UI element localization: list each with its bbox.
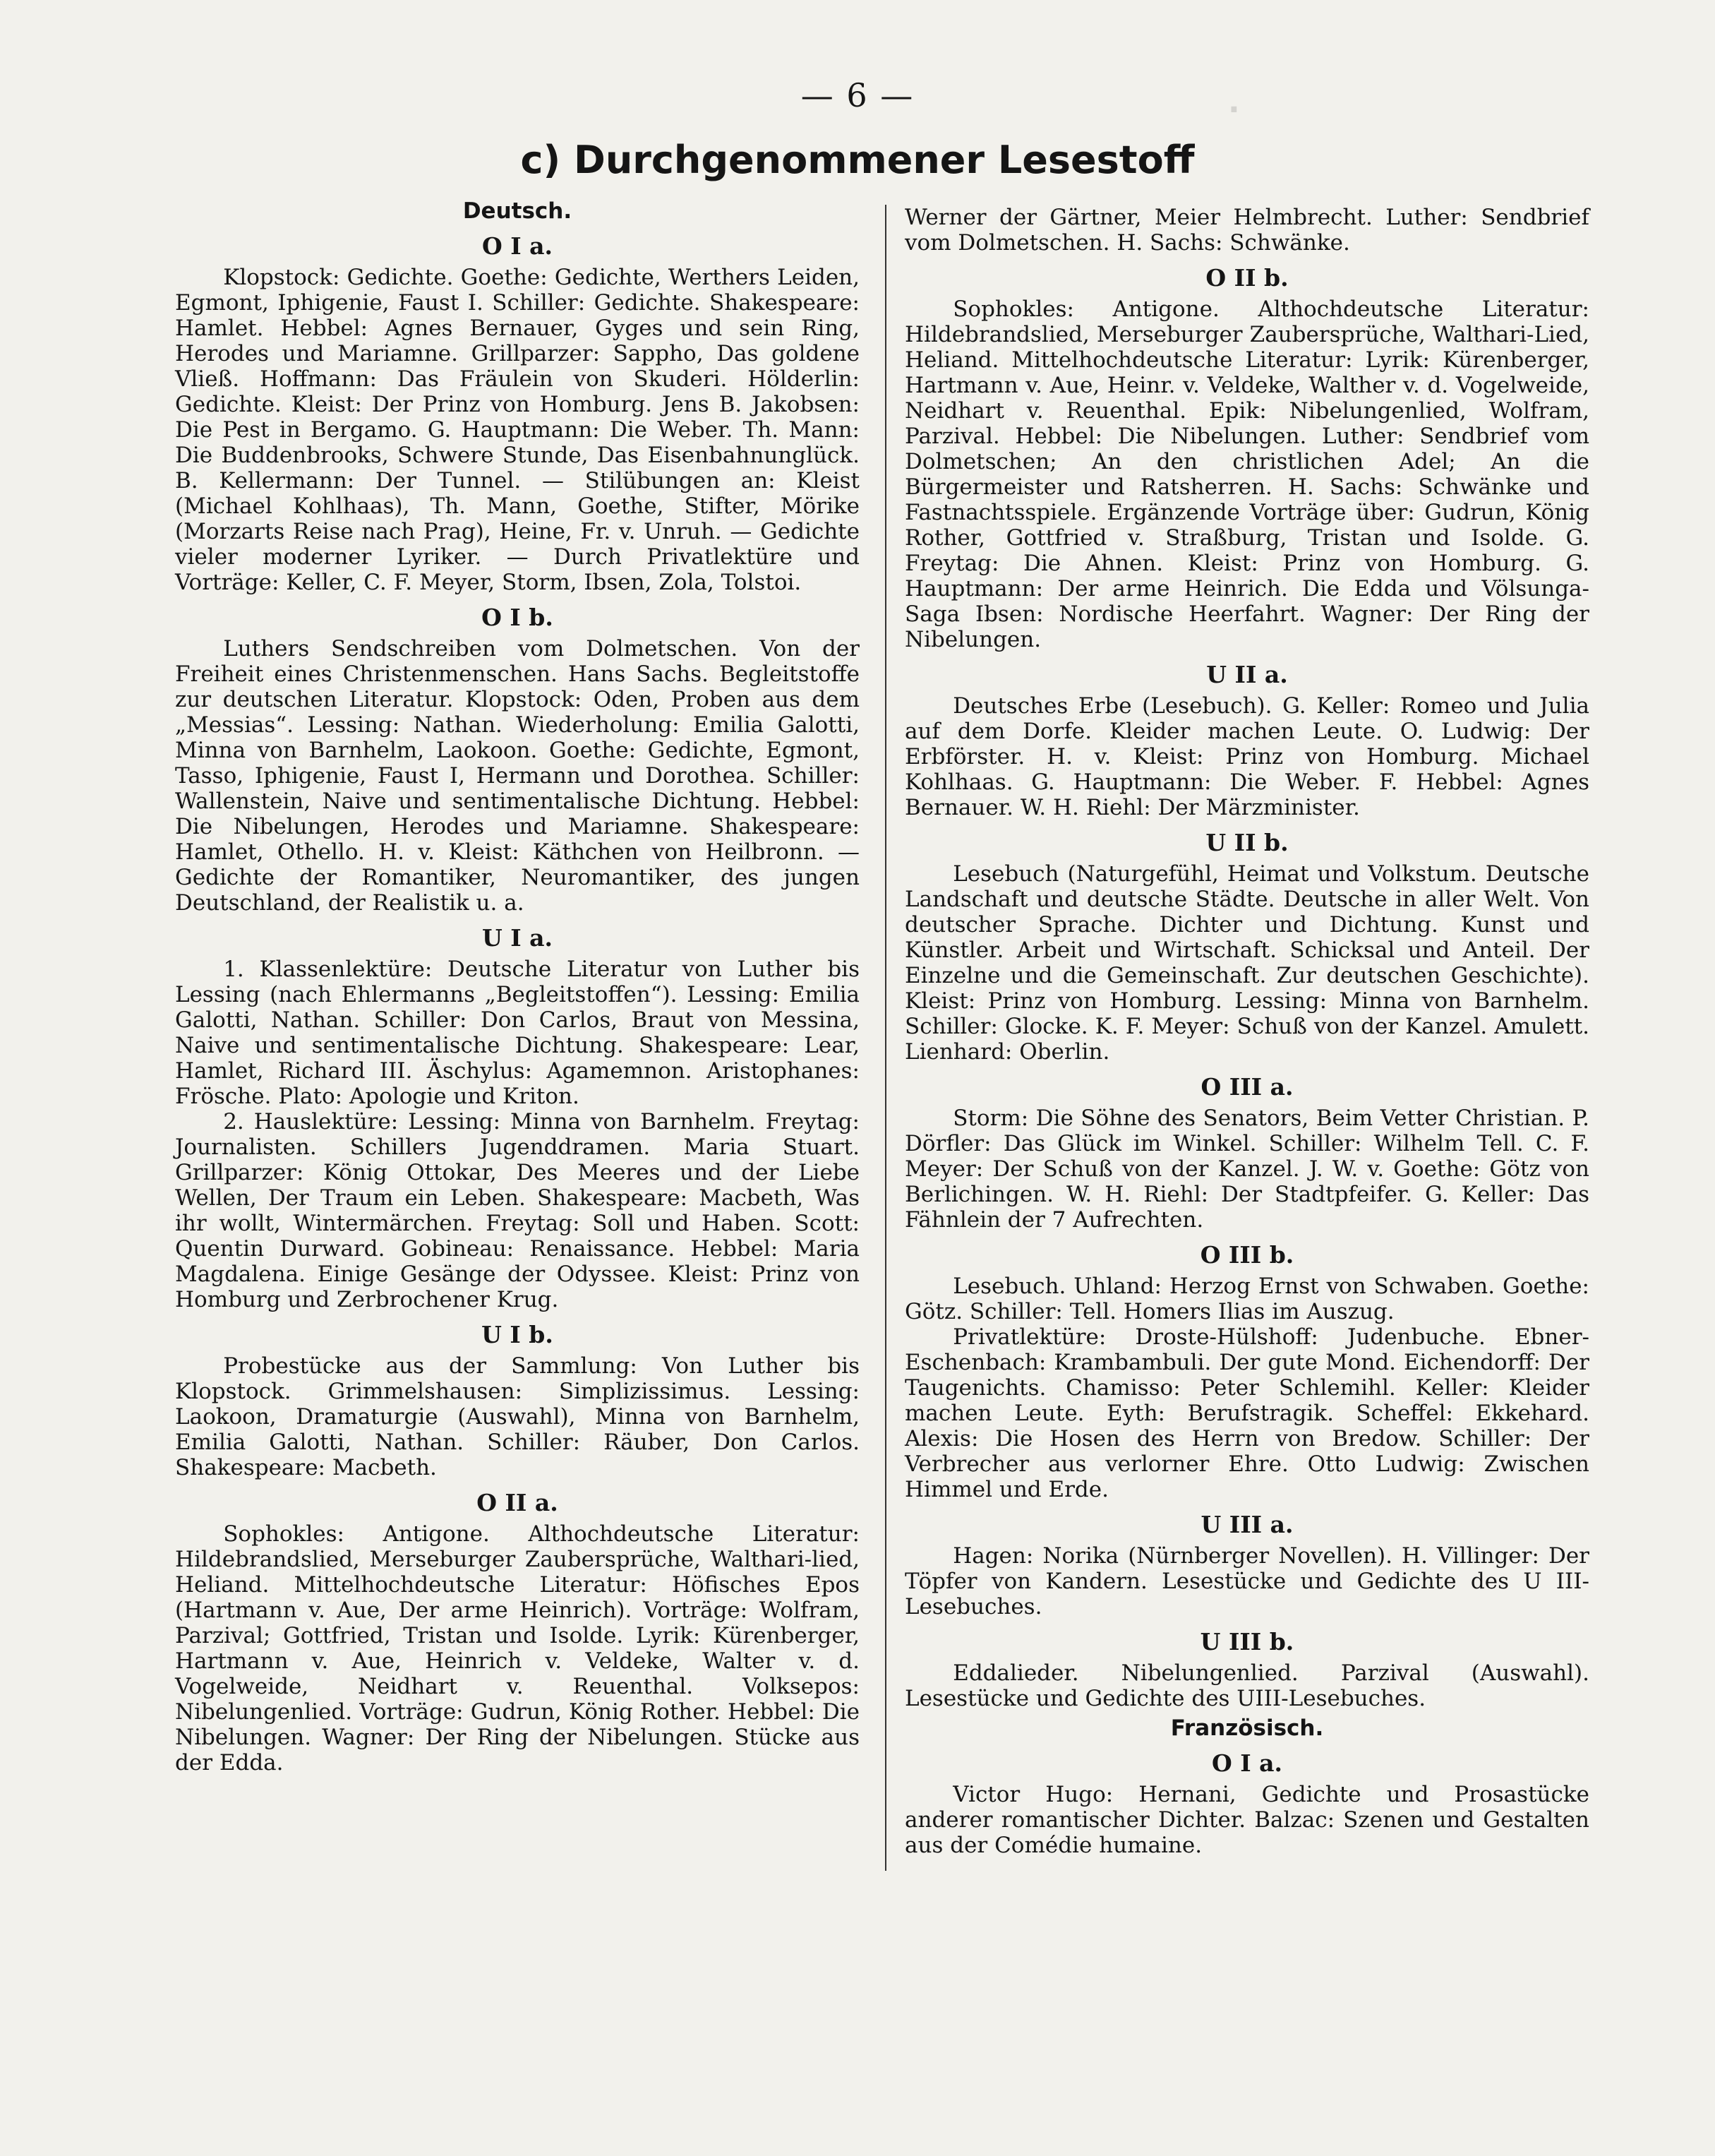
reading-list-paragraph: Sophokles: Antigone. Althochdeutsche Literatur: Hildebrandslied, Merseburger Zaubersprüche, Walthari-Lied, Heliand. Mittelhochdeutsche Literatur: Lyrik: Kürenberger, Hartmann v. Aue, Heinr. v. Veldeke, Walther v. d. Vogelweide, Neidhart v. Reuenthal. Epik: Nibelungenlied, Wolfram, Parzival. Hebbel: Die Nibelungen. Luther: Sendbrief vom Dolmetschen; An den christlichen Adel; An die Bürgermeister und Ratsherren. H. Sachs: Schwänke und Fastnachtsspiele. Ergänzende Vorträge über: Gudrun, König Rother, Gottfried v. Straßburg, Tristan und Isolde. G. Freytag: Die Ahnen. Kleist: Prinz von Homburg. G. Hauptmann: Der arme Heinrich. Die Edda und Völsunga-Saga Ibsen: Nordische Heerfahrt. Wagner: Der Ring der Nibelungen. [905,297,1589,652]
class-heading: U III b. [1200,1628,1294,1655]
reading-list-paragraph: Sophokles: Antigone. Althochdeutsche Literatur: Hildebrandslied, Merseburger Zaubersprüche, Walthari-lied, Heliand. Mittelhochdeutsche Literatur: Höfisches Epos (Hartmann v. Aue, Der arme Heinrich). Vorträge: Wolfram, Parzival; Gottfried, Tristan und Isolde. Lyrik: Kürenberger, Hartmann v. Aue, Heinrich v. Veldeke, Walter v. d. Vogelweide, Neidhart v. Reuenthal. Volksepos: Nibelungenlied. Vorträge: Gudrun, König Rother. Hebbel: Die Nibelungen. Wagner: Der Ring der Nibelungen. Stücke aus der Edda. [175,1521,860,1775]
class-heading: U I b. [481,1321,553,1348]
reading-list-paragraph: Luthers Sendschreiben vom Dolmetschen. Von der Freiheit eines Christenmenschen. Hans Sachs. Begleitstoffe zur deutschen Literatur. Klopstock: Oden, Proben aus dem „Messias“. Lessing: Nathan. Wiederholung: Emilia Galotti, Minna von Barnhelm, Laokoon. Goethe: Gedichte, Egmont, Tasso, Iphigenie, Faust I, Hermann und Dorothea. Schiller: Wallenstein, Naive und sentimentalische Dichtung. Hebbel: Die Nibelungen, Herodes und Mariamne. Shakespeare: Hamlet, Othello. H. v. Kleist: Käthchen von Heilbronn. — Gedichte der Romantiker, Neuromantiker, des jungen Deutschland, der Realistik u. a. [175,636,860,916]
reading-list-paragraph: Lesebuch (Naturgefühl, Heimat und Volkstum. Deutsche Landschaft und deutsche Städte. Deutsche in aller Welt. Von deutscher Sprache. Dichter und Dichtung. Kunst und Künstler. Arbeit und Wirtschaft. Schicksal und Anteil. Der Einzelne und die Gemeinschaft. Zur deutschen Geschichte). Kleist: Prinz von Homburg. Lessing: Minna von Barnhelm. Schiller: Glocke. K. F. Meyer: Schuß von der Kanzel. Amulett. Lienhard: Oberlin. [905,861,1589,1065]
reading-list-paragraph: Probestücke aus der Sammlung: Von Luther bis Klopstock. Grimmelshausen: Simplizissimus. Lessing: Laokoon, Dramaturgie (Auswahl), Minna von Barnhelm, Emilia Galotti, Nathan. Schiller: Räuber, Don Carlos. Shakespeare: Macbeth. [175,1353,860,1480]
class-heading: U III a. [1200,1511,1294,1538]
class-heading: U II b. [1205,829,1289,856]
reading-list-paragraph: 2. Hauslektüre: Lessing: Minna von Barnhelm. Freytag: Journalisten. Schillers Jugenddramen. Maria Stuart. Grillparzer: König Ottokar, Des Meeres und der Liebe Wellen, Der Traum ein Leben. Shakespeare: Macbeth, Was ihr wollt, Wintermärchen. Freytag: Soll und Haben. Scott: Quentin Durward. Gobineau: Renaissance. Hebbel: Maria Magdalena. Einige Gesänge der Odyssee. Kleist: Prinz von Homburg und Zerbrochener Krug. [175,1109,860,1312]
reading-list-paragraph: Deutsches Erbe (Lesebuch). G. Keller: Romeo und Julia auf dem Dorfe. Kleider machen Leute. O. Ludwig: Der Erbförster. H. v. Kleist: Prinz von Homburg. Michael Kohlhaas. G. Hauptmann: Die Weber. F. Hebbel: Agnes Bernauer. W. H. Riehl: Der Märzminister. [905,693,1589,820]
reading-list-paragraph: Storm: Die Söhne des Senators, Beim Vetter Christian. P. Dörfler: Das Glück im Winkel. Schiller: Wilhelm Tell. C. F. Meyer: Der Schuß von der Kanzel. J. W. v. Goethe: Götz von Berlichingen. W. H. Riehl: Der Stadtpfeifer. G. Keller: Das Fähnlein der 7 Aufrechten. [905,1106,1589,1233]
page-number: — 6 — [800,76,915,114]
reading-list-paragraph: 1. Klassenlektüre: Deutsche Literatur von Luther bis Lessing (nach Ehlermanns „Begleitstoffen“). Lessing: Emilia Galotti, Nathan. Schiller: Don Carlos, Braut von Messina, Naive und sentimentalische Dichtung. Shakespeare: Lear, Hamlet, Richard III. Äschylus: Agamemnon. Aristophanes: Frösche. Plato: Apologie und Kriton. [175,957,860,1109]
class-heading: O III b. [1200,1241,1294,1269]
reading-list-paragraph: Eddalieder. Nibelungenlied. Parzival (Auswahl). Lesestücke und Gedichte des UIII-Lesebuches. [905,1660,1589,1711]
class-heading: O I b. [481,604,553,631]
class-heading: O I a. [481,232,553,260]
section-title: c) Durchgenommener Lesestoff [520,138,1195,182]
bleed-through-text: · [1228,92,1240,128]
right-column [905,205,1589,1858]
column-divider [885,205,886,1871]
reading-list-paragraph: Hagen: Norika (Nürnberger Novellen). H. Villinger: Der Töpfer von Kandern. Lesestücke und Gedichte des U III-Lesebuches. [905,1543,1589,1619]
class-heading: O I a. [1211,1749,1283,1777]
class-heading: U II a. [1206,661,1288,688]
class-heading: O II a. [476,1489,558,1516]
reading-list-paragraph: Werner der Gärtner, Meier Helmbrecht. Luther: Sendbrief vom Dolmetschen. H. Sachs: Schwänke. [905,205,1589,256]
subject-heading-franzoesisch: Französisch. [1170,1715,1324,1741]
left-column [175,194,860,1775]
reading-list-paragraph: Klopstock: Gedichte. Goethe: Gedichte, Werthers Leiden, Egmont, Iphigenie, Faust I. Schiller: Gedichte. Shakespeare: Hamlet. Hebbel: Agnes Bernauer, Gyges und sein Ring, Herodes und Mariamne. Grillparzer: Sappho, Das goldene Vließ. Hoffmann: Das Fräulein von Skuderi. Hölderlin: Gedichte. Kleist: Der Prinz von Homburg. Jens B. Jakobsen: Die Pest in Bergamo. G. Hauptmann: Die Weber. Th. Mann: Die Buddenbrooks, Schwere Stunde, Das Eisenbahnunglück. B. Kellermann: Der Tunnel. — Stilübungen an: Kleist (Michael Kohlhaas), Th. Mann, Goethe, Stifter, Mörike (Morzarts Reise nach Prag), Heine, Fr. v. Unruh. — Gedichte vieler moderner Lyriker. — Durch Privatlektüre und Vorträge: Keller, C. F. Meyer, Storm, Ibsen, Zola, Tolstoi. [175,265,860,595]
class-heading: U I a. [481,924,553,952]
subject-heading-deutsch: Deutsch. [462,198,572,224]
reading-list-paragraph: Privatlektüre: Droste-Hülshoff: Judenbuche. Ebner-Eschenbach: Krambambuli. Der gute Mond. Eichendorff: Der Taugenichts. Chamisso: Peter Schlemihl. Keller: Kleider machen Leute. Eyth: Berufstragik. Scheffel: Ekkehard. Alexis: Die Hosen des Herrn von Bredow. Schiller: Der Verbrecher aus verlorner Ehre. Otto Ludwig: Zwischen Himmel und Erde. [905,1324,1589,1502]
class-heading: O III a. [1200,1073,1294,1101]
reading-list-paragraph: Victor Hugo: Hernani, Gedichte und Prosastücke anderer romantischer Dichter. Balzac: Szenen und Gestalten aus der Comédie humaine. [905,1782,1589,1858]
class-heading: O II b. [1205,264,1289,292]
reading-list-paragraph: Lesebuch. Uhland: Herzog Ernst von Schwaben. Goethe: Götz. Schiller: Tell. Homers Ilias im Auszug. [905,1274,1589,1324]
